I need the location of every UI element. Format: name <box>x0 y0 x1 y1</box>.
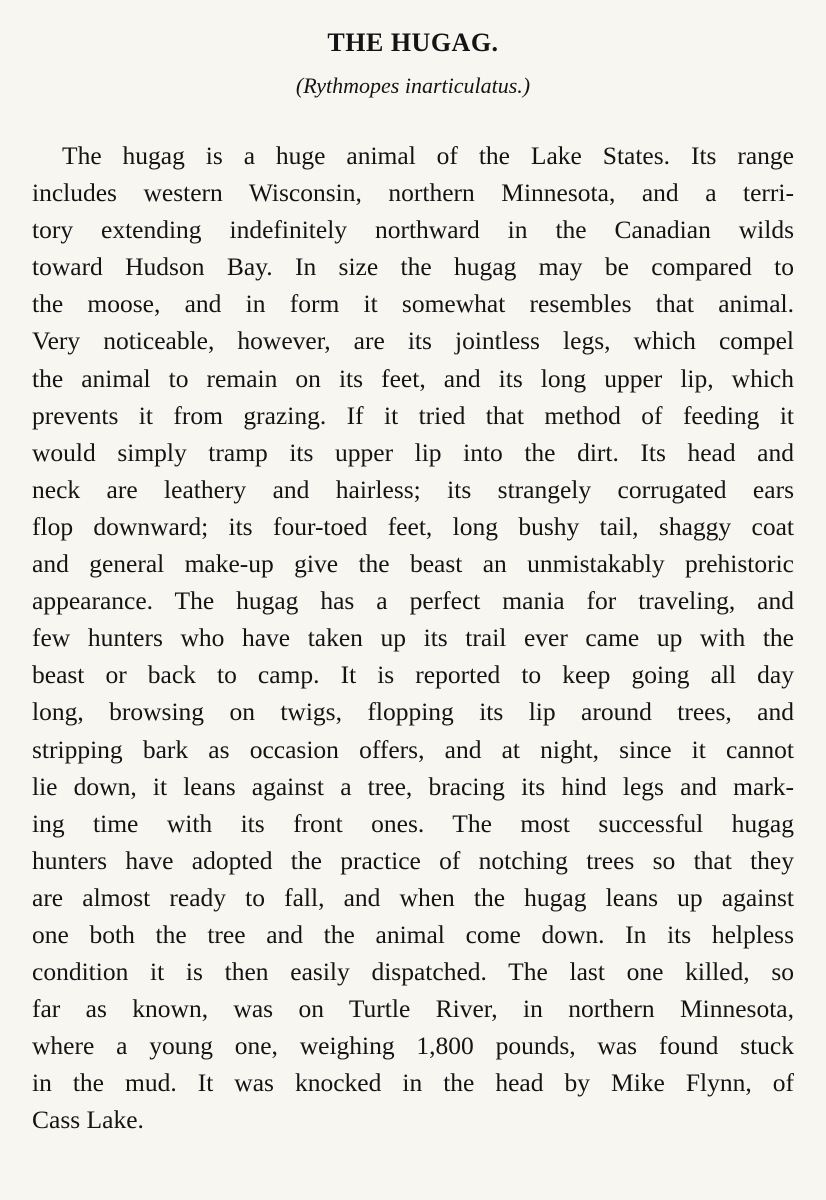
text-line: are almost ready to fall, and when the hugag leans up against <box>32 882 794 912</box>
scientific-name: (Rythmopes inarticulatus.) <box>295 73 531 98</box>
text-line: condition it is then easily dispatched. The last one killed, so <box>32 957 794 987</box>
text-line: flop downward; its four-toed feet, long bushy tail, shaggy coat <box>32 511 794 541</box>
text-line: lie down, it leans against a tree, bracing its hind legs and mark- <box>32 771 794 801</box>
text-line: and general make-up give the beast an unmistakably prehistoric <box>32 549 794 579</box>
text-line: The hugag is a huge animal of the Lake States. Its range <box>62 141 794 170</box>
text-line: hunters have adopted the practice of notching trees so that they <box>32 845 794 875</box>
text-line: Very noticeable, however, are its jointless legs, which compel <box>32 326 794 356</box>
text-line: beast or back to camp. It is reported to keep going all day <box>32 660 794 690</box>
text-line: far as known, was on Turtle River, in northern Minnesota, <box>32 994 794 1024</box>
text-line: prevents it from grazing. If it tried that method of feeding it <box>32 400 794 430</box>
text-line: few hunters who have taken up its trail ever came up with the <box>32 623 794 653</box>
text-line: neck are leathery and hairless; its strangely corrugated ears <box>32 474 794 504</box>
text-line: one both the tree and the animal come down. In its helpless <box>32 919 794 949</box>
text-line: the moose, and in form it somewhat resembles that animal. <box>32 289 794 319</box>
text-line: toward Hudson Bay. In size the hugag may be compared to <box>32 252 794 282</box>
text-line: in the mud. It was knocked in the head by Mike Flynn, of <box>32 1068 794 1098</box>
body-paragraph <box>32 137 794 1139</box>
page-title: THE HUGAG. <box>327 28 499 57</box>
text-line: long, browsing on twigs, flopping its lip around trees, and <box>32 697 794 727</box>
text-line: Cass Lake. <box>32 1105 144 1135</box>
text-line: where a young one, weighing 1,800 pounds, was found stuck <box>32 1031 794 1061</box>
text-line: tory extending indefinitely northward in the Canadian wilds <box>32 215 794 245</box>
text-line: ing time with its front ones. The most successful hugag <box>32 808 794 838</box>
text-line: would simply tramp its upper lip into the dirt. Its head and <box>32 437 794 467</box>
text-line: includes western Wisconsin, northern Minnesota, and a terri- <box>32 178 794 208</box>
text-line: the animal to remain on its feet, and its long upper lip, which <box>32 363 794 393</box>
text-line: stripping bark as occasion offers, and at night, since it cannot <box>32 734 794 764</box>
text-line: appearance. The hugag has a perfect mania for traveling, and <box>32 586 794 616</box>
